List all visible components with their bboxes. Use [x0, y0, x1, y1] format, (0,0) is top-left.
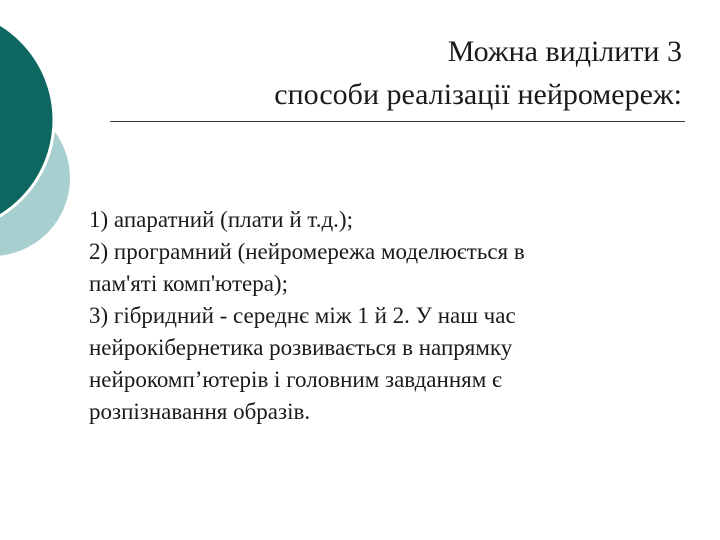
body-line-2: 2) програмний (нейромережа моделюється в: [89, 239, 525, 264]
body-line-1: 1) апаратний (плати й т.д.);: [89, 207, 353, 232]
slide-title: [122, 30, 682, 116]
title-divider: [110, 121, 685, 122]
body-line-7: розпізнавання образів.: [89, 399, 311, 424]
body-line-6: нейрокомп’ютерів і головним завданням є: [89, 367, 502, 392]
body-line-4: 3) гібридний - середнє між 1 й 2. У наш час: [89, 303, 516, 328]
slide-body: [89, 204, 689, 428]
body-line-3: пам'яті комп'ютера);: [89, 271, 288, 296]
title-line-2: способи реалізації нейромереж:: [274, 78, 682, 111]
body-line-5: нейрокібернетика розвивається в напрямку: [89, 335, 513, 360]
title-line-1: Можна виділити 3: [447, 35, 682, 68]
